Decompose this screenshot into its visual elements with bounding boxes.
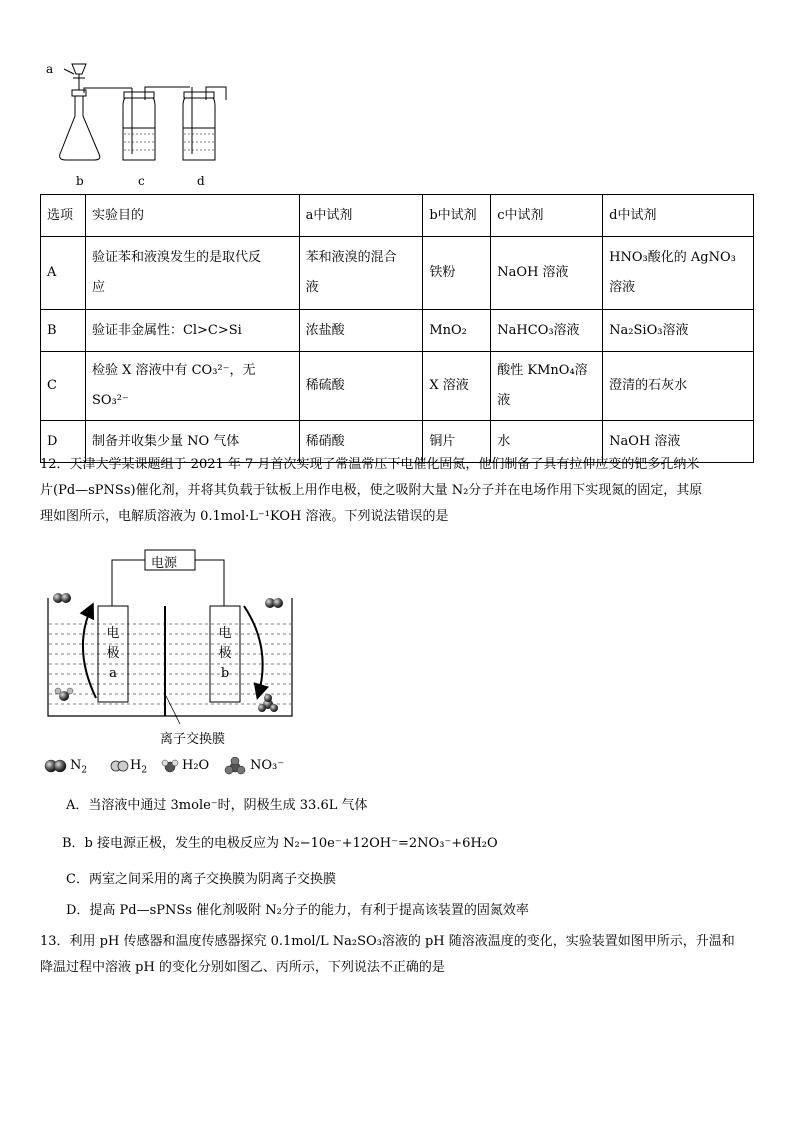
legend-h2-symbol: H [130, 758, 142, 773]
reagent-c-cell: NaOH 溶液 [491, 237, 603, 310]
q12-line: 理如图所示，电解质溶液为 0.1mol·L⁻¹KOH 溶液。下列说法错误的是 [40, 509, 449, 524]
apparatus-figure [40, 56, 240, 191]
purpose-cell [85, 237, 299, 310]
reagent-b-cell: 铜片 [423, 421, 491, 463]
reagent-d-cell: Na₂SiO₃溶液 [603, 310, 754, 352]
membrane-label: 离子交换膜 [160, 732, 226, 747]
purpose-cell: 检验 X 溶液中有 CO₃²⁻，无 SO₃²⁻ [85, 352, 299, 421]
reagent-d-cell: HNO₃酸化的 AgNO₃溶液 [603, 237, 754, 310]
electrolysis-diagram [40, 548, 310, 788]
reagent-a-cell [299, 237, 423, 310]
electrode-a-label [106, 624, 120, 684]
q12-option-a: A．当溶液中通过 3mole⁻时，阴极生成 33.6L 气体 [66, 798, 368, 813]
reagent-a-line: 苯和液溴的混合 [305, 250, 397, 265]
q13-line: 降温过程中溶液 pH 的变化分别如图乙、丙所示，下列说法不正确的是 [40, 960, 445, 975]
q12-option-d: D．提高 Pd—sPNSs 催化剂吸附 N₂分子的能力，有利于提高该装置的固氮效率 [66, 903, 529, 918]
reagent-a-cell: 稀硝酸 [299, 421, 423, 463]
option-cell: B [41, 310, 86, 352]
reagent-d-cell: 澄清的石灰水 [603, 352, 754, 421]
header-cell: 选项 [41, 195, 86, 237]
electrode-a-char: 电 [106, 626, 120, 641]
header-cell: 实验目的 [85, 195, 299, 237]
option-cell: A [41, 237, 86, 310]
label-a: a [46, 62, 54, 76]
header-cell: a中试剂 [299, 195, 423, 237]
electrolysis-drawing [40, 548, 310, 788]
option-cell: D [41, 421, 86, 463]
experiment-table [40, 194, 754, 463]
legend-n2-sub: 2 [81, 765, 88, 776]
q12-option-b: B．b 接电源正极，发生的电极反应为 N₂−10e⁻+12OH⁻=2NO₃⁻+6H₂O [62, 836, 498, 851]
purpose-cell: 制备并收集少量 NO 气体 [85, 421, 299, 463]
reagent-b-cell: 铁粉 [423, 237, 491, 310]
h2-legend-icon [110, 759, 130, 773]
legend-h2-sub: 2 [141, 765, 148, 776]
q12-stem [40, 452, 754, 530]
reagent-b-cell: MnO₂ [423, 310, 491, 352]
electrode-a-char: a [109, 666, 117, 681]
legend-n2-symbol: N [70, 758, 82, 773]
option-cell: C [41, 352, 86, 421]
table-header-row [41, 195, 754, 237]
molecule-legend [44, 756, 344, 780]
electrode-b-char: b [220, 666, 230, 681]
label-b: b [76, 174, 84, 188]
apparatus-drawing [40, 56, 240, 191]
reagent-c-cell: 水 [491, 421, 603, 463]
q12-line: 12．天津大学某课题组于 2021 年 7 月首次实现了常温常压下电催化固氮，他们制备了具有拉伸应变的钯多孔纳米 [40, 457, 700, 472]
label-d: d [197, 174, 205, 188]
reagent-b-cell: X 溶液 [423, 352, 491, 421]
purpose-cell: 验证非金属性：Cl>C>Si [85, 310, 299, 352]
electrode-b-char: 极 [218, 646, 232, 661]
legend-h2o-label: H₂O [182, 758, 210, 773]
table-row [41, 352, 754, 421]
purpose-line: 应 [91, 280, 105, 295]
header-cell: d中试剂 [603, 195, 754, 237]
q12-option-c: C．两室之间采用的离子交换膜为阴离子交换膜 [66, 872, 336, 887]
reagent-c-cell: 酸性 KMnO₄溶液 [491, 352, 603, 421]
header-cell: c中试剂 [491, 195, 603, 237]
legend-h2-label [130, 758, 147, 776]
n2-legend-icon [44, 758, 68, 774]
purpose-line: 验证苯和液溴发生的是取代反 [91, 250, 261, 265]
header-cell: b中试剂 [423, 195, 491, 237]
q12-line: 片(Pd—sPNSs)催化剂，并将其负载于钛板上用作电极，使之吸附大量 N₂分子并在电场作用下实现氮的固定，其原 [40, 483, 703, 498]
reagent-d-cell: NaOH 溶液 [603, 421, 754, 463]
label-c: c [138, 174, 145, 188]
q13-stem [40, 929, 754, 981]
legend-no3-label: NO₃⁻ [250, 758, 285, 773]
electrode-b-char: 电 [218, 626, 232, 641]
reagent-a-line: 液 [305, 280, 319, 295]
electrode-b-label [218, 624, 232, 684]
reagent-c-cell: NaHCO₃溶液 [491, 310, 603, 352]
table-row [41, 237, 754, 310]
reagent-a-cell: 浓盐酸 [299, 310, 423, 352]
legend-n2-label [70, 758, 87, 776]
table-row [41, 310, 754, 352]
q13-line: 13．利用 pH 传感器和温度传感器探究 0.1mol/L Na₂SO₃溶液的 pH 随溶液温度的变化，实验装置如图甲所示，升温和 [40, 934, 735, 949]
electrode-a-char: 极 [106, 646, 120, 661]
h2o-legend-icon [160, 758, 180, 774]
reagent-a-cell: 稀硫酸 [299, 352, 423, 421]
power-source-label: 电源 [151, 556, 178, 571]
no3-legend-icon [224, 757, 246, 775]
